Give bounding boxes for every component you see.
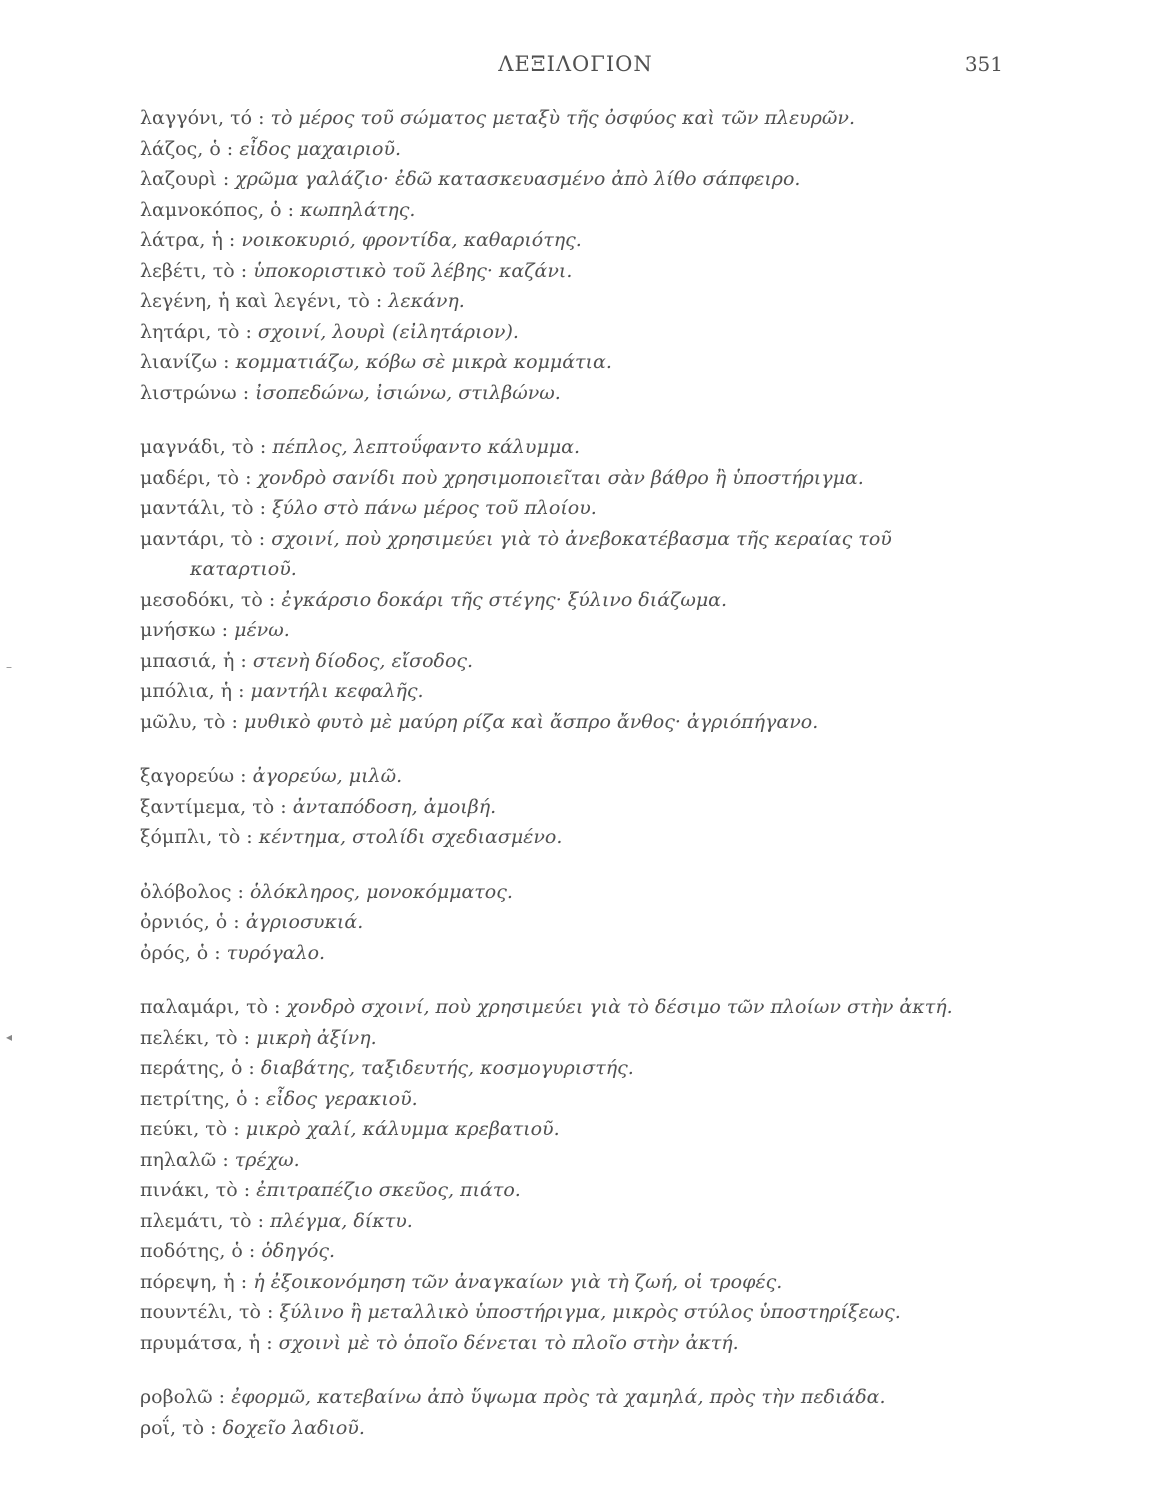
glossary-entry [140,286,940,317]
entry-headword: λεβέτι, τὸ : [140,259,248,282]
entry-headword: πελέκι, τὸ : [140,1026,251,1049]
entry-headword: λιστρώνω : [140,381,250,404]
glossary-entry [140,225,940,256]
glossary-entry [140,1084,940,1115]
entry-headword: πετρίτης, ὁ : [140,1087,260,1110]
entry-group [140,432,940,737]
glossary-entries [140,103,953,1467]
entry-definition: ὁδηγός. [261,1240,336,1262]
glossary-entry [140,103,940,134]
entry-headword: ὀρνιός, ὁ : [140,911,240,933]
entry-headword: ξαγορεύω : [140,765,247,787]
entry-definition: τὸ μέρος τοῦ σώματος μεταξὺ τῆς ὀσφύος καὶ τῶν πλευρῶν. [270,107,855,129]
entry-definition: τρέχω. [234,1148,300,1171]
entry-headword: μπόλια, ἡ : [140,680,245,702]
glossary-entry [140,792,940,823]
entry-headword: ροΐ, τὸ : [140,1416,217,1439]
glossary-entry [140,1175,940,1206]
entry-definition: ὑποκοριστικὸ τοῦ λέβης· καζάνι. [253,259,573,282]
glossary-entry [140,1267,940,1298]
entry-definition: μικρὴ ἀξίνη. [256,1026,377,1049]
entry-headword: ξόμπλι, τὸ : [140,826,253,848]
entry-headword: μαδέρι, τὸ : [140,466,252,489]
entry-definition: κομματιάζω, κόβω σὲ μικρὰ κομμάτια. [235,351,612,373]
entry-definition: ξύλο στὸ πάνω μέρος τοῦ πλοίου. [272,497,597,519]
entry-definition: πέπλος, λεπτοΰφαντο κάλυμμα. [272,436,581,458]
entry-headword: ὀρός, ὁ : [140,941,221,964]
entry-definition: μικρὸ χαλί, κάλυμμα κρεβατιοῦ. [245,1118,560,1140]
entry-headword: μαντάρι, τὸ : [140,527,266,550]
glossary-entry [140,646,940,677]
entry-headword: ὀλόβολος : [140,880,244,903]
glossary-entry [140,585,940,616]
glossary-entry [140,524,940,555]
glossary-entry [140,1053,940,1084]
entry-definition: μένω. [234,619,290,641]
margin-mark: ◂ [6,1030,13,1044]
entry-headword: μεσοδόκι, τὸ : [140,588,276,611]
glossary-entry [140,164,940,195]
entry-definition: στενὴ δίοδος, εἴσοδος. [252,649,474,672]
entry-definition: κωπηλάτης. [300,198,416,221]
entry-headword: πεύκι, τὸ : [140,1118,240,1140]
entry-definition: ἰσοπεδώνω, ἰσιώνω, στιλβώνω. [255,381,561,404]
entry-definition: μαντήλι κεφαλῆς. [250,680,424,702]
entry-definition: διαβάτης, ταξιδευτής, κοσμογυριστής. [260,1057,634,1079]
glossary-entry [140,1145,940,1176]
glossary-entry [140,707,940,738]
glossary-entry [140,493,940,524]
glossary-entry [140,378,940,409]
entry-headword: λαγγόνι, τό : [140,107,265,129]
glossary-entry [140,1236,940,1267]
margin-mark: – [6,660,12,674]
entry-definition: ἐγκάρσιο δοκάρι τῆς στέγης· ξύλινο διάζωμα. [281,588,728,611]
entry-headword: μαγνάδι, τὸ : [140,436,267,458]
glossary-entry [140,432,940,463]
entry-group [140,761,940,853]
entry-headword: μνήσκω : [140,619,229,641]
entry-definition: ἀνταπόδοση, ἀμοιβή. [292,795,497,818]
entry-headword: μαντάλι, τὸ : [140,497,267,519]
entry-headword: λητάρι, τὸ : [140,320,252,343]
entry-definition: εἶδος μαχαιριοῦ. [239,137,402,160]
entry-headword: λεγένη, ἡ καὶ λεγένι, τὸ : [140,290,383,312]
glossary-entry [140,761,940,792]
entry-definition: σχοινί, λουρὶ (εἰλητάριον). [257,320,519,343]
glossary-entry [140,1328,940,1359]
entry-definition: χονδρὸ σανίδι ποὺ χρησιμοποιεῖται σὰν βάθρο ἢ ὑποστήριγμα. [257,466,864,489]
entry-headword: πινάκι, τὸ : [140,1179,251,1201]
entry-definition: λεκάνη. [388,290,465,312]
glossary-entry [140,907,940,938]
entry-headword: μῶλυ, τὸ : [140,710,238,733]
entry-definition: ἀγριοσυκιά. [245,911,364,933]
entry-definition: ἀγορεύω, μιλῶ. [252,765,403,787]
entry-headword: περάτης, ὁ : [140,1057,255,1079]
glossary-entry [140,1114,940,1145]
entry-headword: ποδότης, ὁ : [140,1240,256,1262]
entry-headword: ξαντίμεμα, τὸ : [140,795,287,818]
entry-headword: παλαμάρι, τὸ : [140,996,281,1018]
glossary-entry [140,877,940,908]
glossary-entry [140,1382,940,1413]
entry-definition: δοχεῖο λαδιοῦ. [222,1416,365,1439]
entry-group [140,1382,940,1443]
entry-definition: κέντημα, στολίδι σχεδιασμένο. [258,826,563,848]
entry-headword: πλεμάτι, τὸ : [140,1209,264,1232]
entry-headword: ροβολῶ : [140,1386,226,1408]
entry-group [140,103,940,408]
entry-headword: λάτρα, ἡ : [140,229,236,251]
entry-definition: ἐπιτραπέζιο σκεῦος, πιάτο. [256,1179,521,1201]
entry-definition: καταρτιοῦ. [190,558,297,580]
entry-definition: ἐφορμῶ, κατεβαίνω ἀπὸ ὕψωμα πρὸς τὰ χαμηλά, πρὸς τὴν πεδιάδα. [231,1386,886,1408]
glossary-entry [140,195,940,226]
glossary-entry [140,1297,940,1328]
glossary-entry [140,347,940,378]
entry-group [140,992,953,1358]
entry-headword: λιανίζω : [140,351,230,373]
glossary-entry [140,1023,940,1054]
glossary-entry [140,1413,940,1444]
entry-definition: εἶδος γερακιοῦ. [266,1087,418,1110]
entry-definition: σχοινί, ποὺ χρησιμεύει γιὰ τὸ ἀνεβοκατέβασμα τῆς κεραίας τοῦ [271,527,892,550]
entry-headword: λάζος, ὁ : [140,137,234,160]
running-title: ΛΕΞΙΛΟΓΙΟΝ [498,52,653,76]
entry-definition: μυθικὸ φυτὸ μὲ μαύρη ρίζα καὶ ἄσπρο ἄνθος· ἀγριόπήγανο. [243,710,819,733]
entry-definition: πλέγμα, δίκτυ. [270,1209,413,1232]
entry-definition: ὁλόκληρος, μονοκόμματος. [249,880,513,903]
glossary-entry [140,317,940,348]
entry-headword: πηλαλῶ : [140,1148,229,1171]
glossary-entry [140,992,953,1023]
glossary-entry [140,463,940,494]
entry-definition: χονδρὸ σχοινί, ποὺ χρησιμεύει γιὰ τὸ δέσιμο τῶν πλοίων στὴν ἀκτή. [286,996,953,1018]
entry-definition: ξύλινο ἢ μεταλλικὸ ὑποστήριγμα, μικρὸς στύλος ὑποστηρίξεως. [279,1301,901,1323]
entry-headword: πρυμάτσα, ἡ : [140,1331,273,1354]
glossary-entry [140,134,940,165]
entry-headword: λαμνοκόπος, ὁ : [140,198,295,221]
glossary-entry [140,256,940,287]
entry-definition: ἡ ἐξοικονόμηση τῶν ἀναγκαίων γιὰ τὴ ζωή, οἱ τροφές. [253,1270,783,1293]
entry-continuation [140,554,940,585]
entry-definition: χρῶμα γαλάζιο· ἐδῶ κατασκευασμένο ἀπὸ λίθο σάπφειρο. [235,168,801,190]
glossary-entry [140,822,940,853]
entry-headword: μπασιά, ἡ : [140,649,247,672]
entry-definition: σχοινὶ μὲ τὸ ὁποῖο δένεται τὸ πλοῖο στὴν ἀκτή. [278,1331,739,1354]
entry-headword: πόρεψη, ἡ : [140,1270,248,1293]
entry-group [140,877,940,969]
glossary-entry [140,676,940,707]
entry-headword: λαζουρὶ : [140,168,230,190]
page-number: 351 [964,52,1003,76]
glossary-entry [140,938,940,969]
entry-definition: τυρόγαλο. [226,941,326,964]
entry-definition: νοικοκυριό, φροντίδα, καθαριότης. [241,229,582,251]
entry-headword: πουντέλι, τὸ : [140,1301,274,1323]
glossary-entry [140,615,940,646]
glossary-entry [140,1206,940,1237]
